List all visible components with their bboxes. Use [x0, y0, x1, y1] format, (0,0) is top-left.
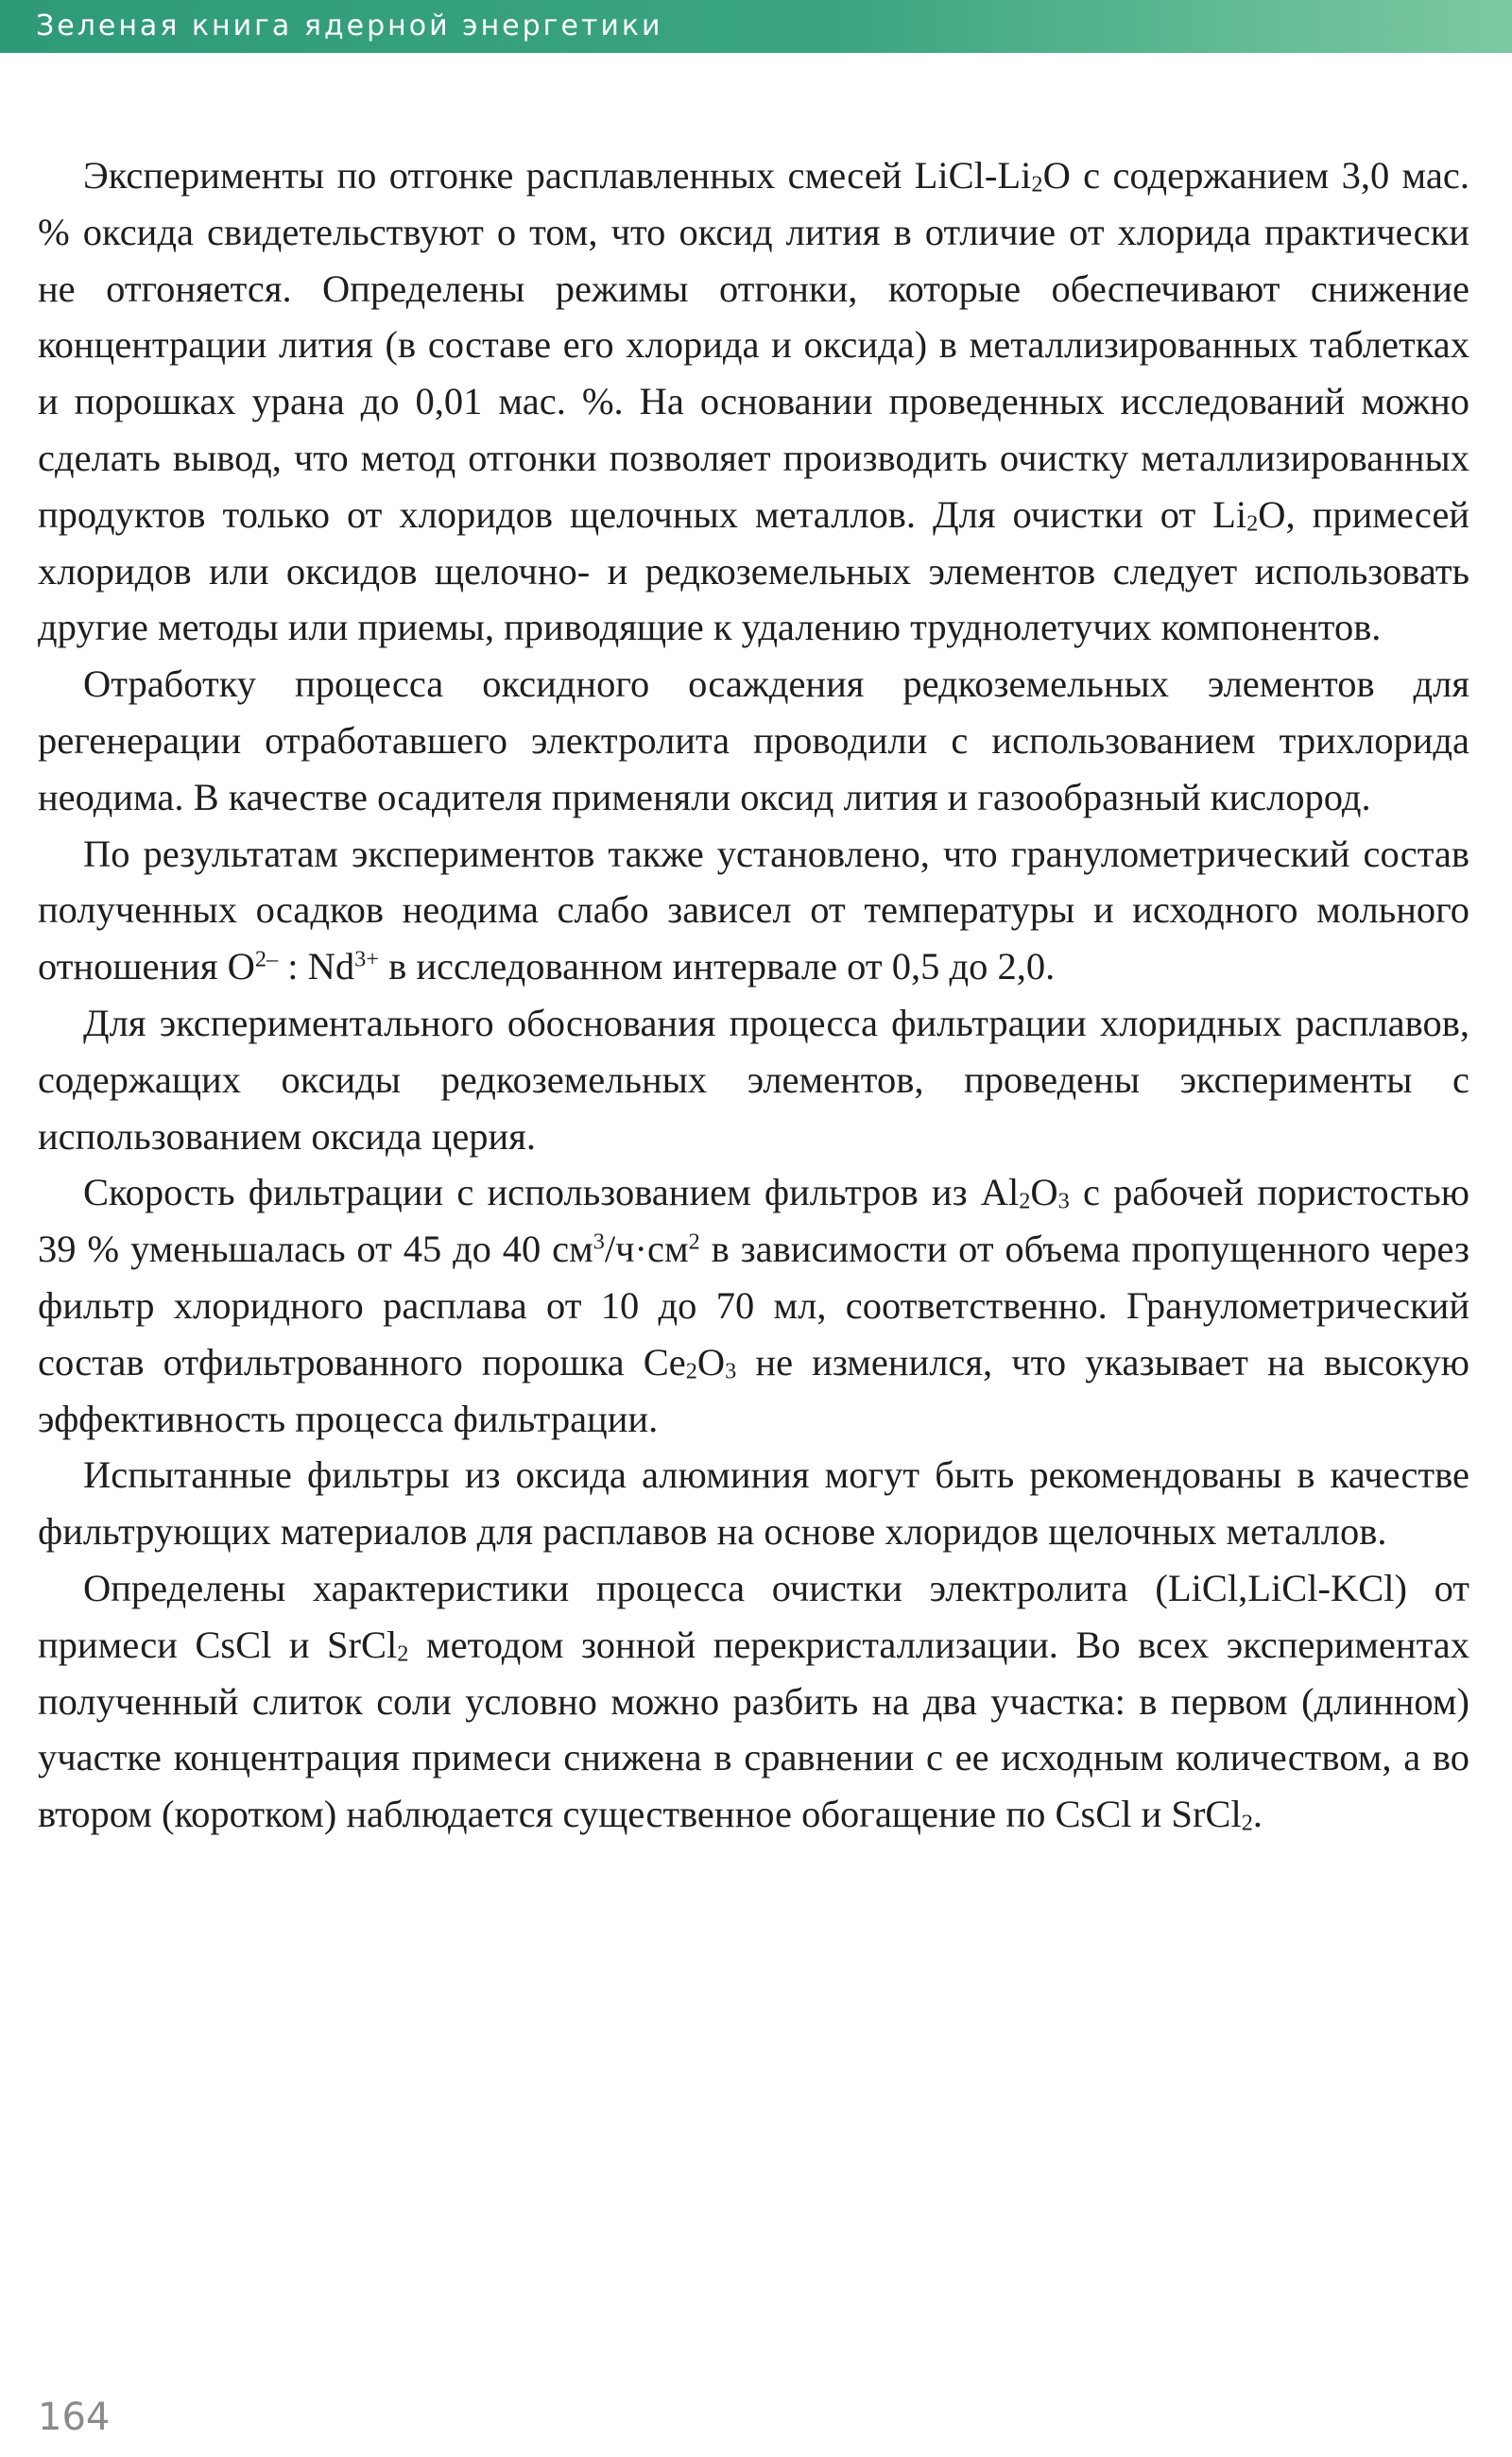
paragraph-4: Для экспериментального обоснования процесса фильтрации хлоридных расплавов, содержащих оксиды редкоземельных элементов, проведены эксперименты с использованием оксида церия.: [38, 1001, 1469, 1158]
paragraph-7: Определены характеристики процесса очистки электролита (LiCl,LiCl-KCl) от примеси CsCl и SrCl$_2$ методом зонной перекристаллизации. Во всех экспериментах полученный слиток соли условно можно разбить на два участка: в первом (длинном) участке концентрация примеси снижена в сравнении с ее исходным количеством, а во втором (коротком) наблюдается существенное обогащение по CsCl и SrCl$_2$.: [38, 1566, 1469, 1836]
paragraph-6: Испытанные фильтры из оксида алюминия могут быть рекомендованы в качестве фильтрующих материалов для расплавов на основе хлоридов щелочных металлов.: [38, 1453, 1469, 1554]
header-band: [0, 0, 1512, 53]
paragraph-1: Эксперименты по отгонке расплавленных смесей LiCl-$Li_2O$ с содержанием 3,0 мас. % оксида свидетельствуют о том, что оксид лития в отличие от хлорида практически не отгоняется. Определены режимы отгонки, которые обеспечивают снижение концентрации лития (в составе его хлорида и оксида) в металлизированных таблетках и порошках урана до 0,01 мас. %. На основании проведенных исследований можно сделать вывод, что метод отгонки позволяет производить очистку металлизированных продуктов только от хлоридов щелочных металлов. Для очистки от $Li_2O$, примесей хлоридов или оксидов щелочно- и редкоземельных элементов следует использовать другие методы или приемы, приводящие к удалению труднолетучих компонентов.: [38, 154, 1469, 649]
paragraph-3: По результатам экспериментов также установлено, что гранулометрический состав полученных осадков неодима слабо зависел от температуры и исходного мольного отношения $O^{2-}$ : $Nd^{3+}$ в исследованном интервале от 0,5 до 2,0.: [38, 832, 1469, 988]
paragraph-5: Скорость фильтрации с использованием фильтров из $Al_2O_3$ с рабочей пористостью 39 % уменьшалась от 45 до 40 $см^3/ч\cdot см^2$ в зависимости от объема пропущенного через фильтр хлоридного расплава от 10 до 70 мл, соответственно. Гранулометрический состав отфильтрованного порошка $Ce_2O_3$ не изменился, что указывает на высокую эффективность процесса фильтрации.: [38, 1171, 1469, 1440]
page-number: 164: [38, 2396, 111, 2439]
main-text: [38, 147, 1469, 1843]
running-header-title: Зеленая книга ядерной энергетики: [36, 9, 663, 43]
paragraph-2: Отработку процесса оксидного осаждения редкоземельных элементов для регенерации отработавшего электролита проводили с использованием трихлорида неодима. В качестве осадителя применяли оксид лития и газообразный кислород.: [38, 662, 1469, 818]
